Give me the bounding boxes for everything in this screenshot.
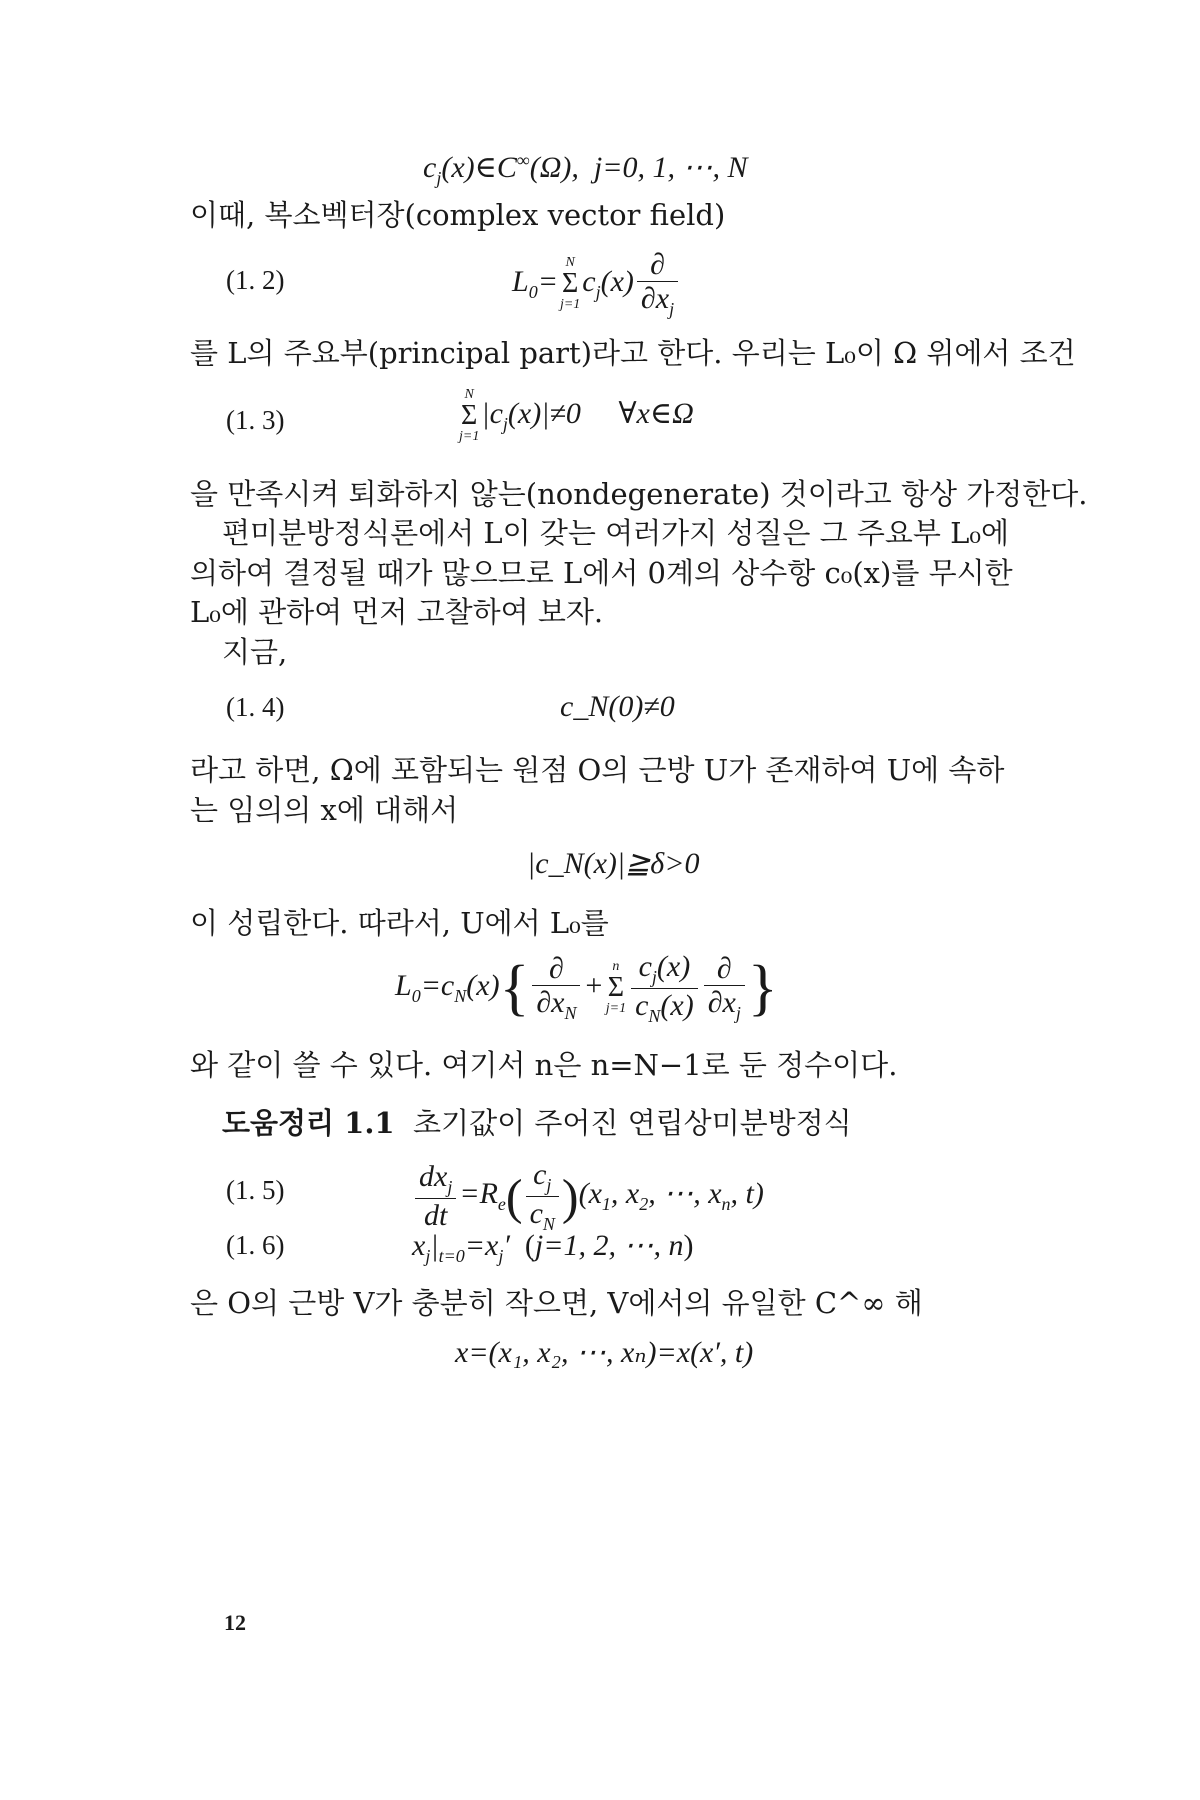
lemma-text: 초기값이 주어진 연립상미분방정식 xyxy=(413,1106,852,1140)
text-line: 이때, 복소벡터장(complex vector field) xyxy=(190,198,726,232)
text-line: 는 임의의 x에 대해서 xyxy=(190,793,459,827)
solution-formula: x=(x₁, x₂, ⋯, xₙ)=x(x′, t) xyxy=(455,1336,754,1369)
equation-1-2: $L_0=$ N Σ j=1 $c_j(x)$ $\frac{\partial}{\partial x_j}$ xyxy=(512,248,681,320)
smoothness-condition: $c_j(x)\in C^\infty(\Omega)$, j=0, 1, ⋯, N xyxy=(423,150,748,188)
text-line: L₀에 관하여 먼저 고찰하여 보자. xyxy=(190,595,604,629)
equation-number: (1. 5) xyxy=(226,1175,285,1205)
l0-expansion: $L_0=c_N(x)${ $\frac{\partial}{\partial x_N}$ + n Σ j=1 $\frac{c_j(x)}{c_N(x)}$ $\frac{\partial}{\partial x_j}$ } xyxy=(395,950,778,1026)
text-line: 을 만족시켜 퇴화하지 않는(nondegenerate) 것이라고 항상 가정한다. xyxy=(190,477,1088,511)
equation-1-4: c_N(0)≠0 xyxy=(560,690,675,723)
equation-number: (1. 6) xyxy=(226,1230,285,1260)
text-line: 라고 하면, Ω에 포함되는 원점 O의 근방 U가 존재하여 U에 속하 xyxy=(190,753,1005,787)
for-all-condition: ∀x∈Ω xyxy=(618,396,694,430)
text-line: 지금, xyxy=(222,635,288,669)
equation-number: (1. 4) xyxy=(226,692,285,722)
text-line: 를 L의 주요부(principal part)라고 한다. 우리는 L₀이 Ω 위에서 조건 xyxy=(190,336,1076,370)
lemma-title: 도움정리 1.1 xyxy=(222,1106,395,1140)
text-line-content: 은 O의 근방 V가 충분히 작으면, V에서의 유일한 C^∞ 해 xyxy=(190,1286,923,1320)
page-number: 12 xyxy=(224,1610,246,1635)
equation-1-6: $x_j|_{t=0}=x_j'$ (j=1, 2, ⋯, n) xyxy=(412,1229,694,1266)
equation-1-3: N Σ j=1 $|c_j(x)|\ne 0$ ∀x∈Ω xyxy=(459,387,694,444)
equation-number: (1. 3) xyxy=(226,405,285,435)
text-line: 이 성립한다. 따라서, U에서 L₀를 xyxy=(190,906,609,940)
equation-1-5: $\frac{dx_j}{dt}$ $=R_e$( $\frac{c_j}{c_N}$ )($x_1$, $x_2$, ⋯, $x_n$, t) xyxy=(412,1158,764,1235)
text-line: 편미분방정식론에서 L이 갖는 여러가지 성질은 그 주요부 L₀에 xyxy=(222,516,1010,550)
lower-bound: |c_N(x)|≧δ>0 xyxy=(527,847,700,880)
equation-number: (1. 2) xyxy=(226,265,285,295)
text-line: 와 같이 쓸 수 있다. 여기서 n은 n=N−1로 둔 정수이다. xyxy=(190,1048,898,1082)
text-line: 의하여 결정될 때가 많으므로 L에서 0계의 상수항 c₀(x)를 무시한 xyxy=(190,556,1013,590)
text-line xyxy=(190,1283,1050,1323)
lemma-1-1 xyxy=(222,1103,1082,1143)
